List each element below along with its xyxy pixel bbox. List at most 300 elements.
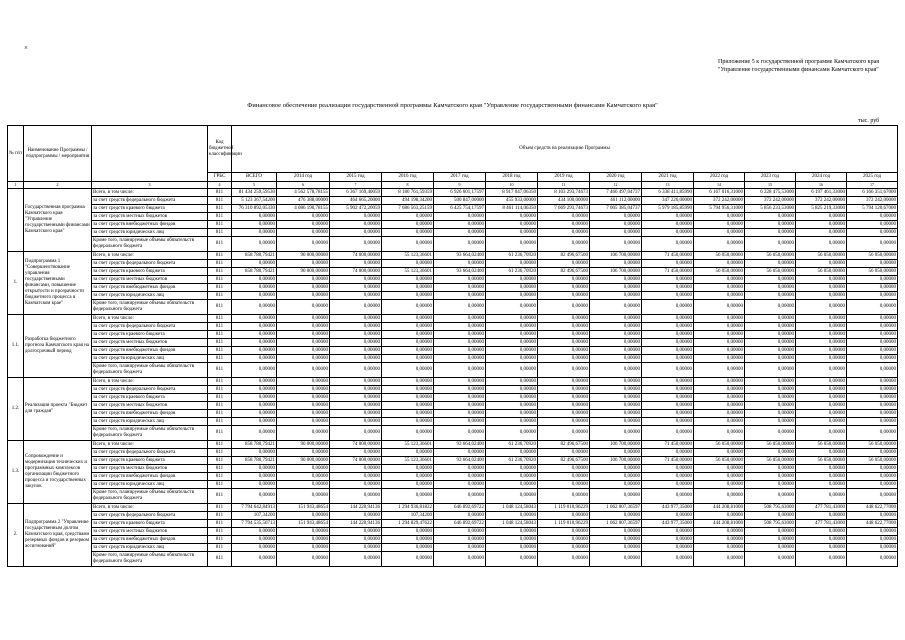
amount-cell: 0,00000 [277, 363, 330, 378]
amount-cell: 0,00000 [434, 300, 486, 315]
amount-cell: 0,00000 [745, 323, 796, 331]
amount-cell: 0,00000 [434, 426, 486, 441]
amount-cell: 56 050,00000 [745, 252, 796, 260]
amount-cell: 0,00000 [232, 355, 277, 363]
table-row [8, 378, 898, 386]
amount-cell: 0,00000 [694, 315, 745, 323]
amount-cell: 0,00000 [486, 378, 538, 386]
amount-cell: 0,00000 [538, 213, 590, 221]
amount-cell: 0,00000 [382, 260, 434, 268]
amount-cell: 144 220,94136 [330, 504, 382, 512]
amount-cell: 0,00000 [330, 489, 382, 504]
amount-cell: 0,00000 [538, 449, 590, 457]
funding-source: за счет средств федерального бюджета [92, 386, 208, 394]
amount-cell: 6 197 461,33000 [796, 189, 847, 197]
amount-cell: 0,00000 [232, 544, 277, 552]
amount-cell: 0,00000 [847, 449, 898, 457]
amount-cell: 0,00000 [232, 394, 277, 402]
amount-cell: 0,00000 [277, 410, 330, 418]
amount-cell: 0,00000 [382, 221, 434, 229]
funding-source: Всего, в том числе: [92, 441, 208, 449]
amount-cell: 0,00000 [382, 229, 434, 237]
amount-cell: 0,00000 [330, 363, 382, 378]
amount-cell: 0,00000 [847, 323, 898, 331]
amount-cell: 0,00000 [745, 229, 796, 237]
amount-cell: 0,00000 [486, 284, 538, 292]
amount-cell: 0,00000 [277, 512, 330, 520]
amount-cell: 0,00000 [434, 449, 486, 457]
header-index: 16 [796, 182, 847, 189]
amount-cell: 0,00000 [277, 426, 330, 441]
grbs-code: 811 [208, 300, 232, 315]
amount-cell: 0,00000 [434, 347, 486, 355]
amount-cell: 1 062 007,36597 [590, 504, 642, 512]
header-index: 13 [642, 182, 694, 189]
amount-cell: 0,00000 [745, 536, 796, 544]
grbs-code: 811 [208, 252, 232, 260]
amount-cell: 0,00000 [538, 339, 590, 347]
amount-cell: 0,00000 [796, 315, 847, 323]
amount-cell: 5 794 956,31000 [694, 205, 745, 213]
amount-cell: 0,00000 [330, 284, 382, 292]
amount-cell: 0,00000 [382, 544, 434, 552]
amount-cell: 0,00000 [745, 473, 796, 481]
amount-cell: 0,00000 [434, 276, 486, 284]
table-row [8, 237, 898, 252]
amount-cell: 55 123,36601 [382, 441, 434, 449]
funding-source: за счет средств местных бюджетов [92, 528, 208, 536]
amount-cell: 0,00000 [745, 331, 796, 339]
amount-cell: 0,00000 [277, 229, 330, 237]
amount-cell: 0,00000 [796, 213, 847, 221]
amount-cell: 0,00000 [694, 339, 745, 347]
amount-cell: 0,00000 [538, 410, 590, 418]
amount-cell: 0,00000 [538, 465, 590, 473]
funding-source: Кроме того, планируемые объемы обязательств федерального бюджета [92, 426, 208, 441]
amount-cell: 0,00000 [382, 552, 434, 567]
funding-source: за счет средств местных бюджетов [92, 339, 208, 347]
amount-cell: 0,00000 [277, 536, 330, 544]
amount-cell: 0,00000 [232, 528, 277, 536]
amount-cell: 0,00000 [745, 418, 796, 426]
amount-cell: 0,00000 [590, 512, 642, 520]
amount-cell: 0,00000 [486, 489, 538, 504]
amount-cell: 0,00000 [745, 284, 796, 292]
header-index: 9 [434, 182, 486, 189]
amount-cell: 0,00000 [745, 363, 796, 378]
amount-cell: 0,00000 [694, 473, 745, 481]
amount-cell: 4 562 578,78155 [277, 189, 330, 197]
header-year: 2024 год [796, 173, 847, 182]
program-name: Подпрограмма 1 "Совершенствование управления государственными финансами, повышение открытости и прозрачности бюджетного процесса в Камчатском крае" [24, 252, 92, 315]
amount-cell: 55 123,36601 [382, 457, 434, 465]
amount-cell: 0,00000 [694, 260, 745, 268]
amount-cell: 106 700,00000 [590, 457, 642, 465]
amount-cell: 0,00000 [538, 536, 590, 544]
header-year: 2019 год [538, 173, 590, 182]
amount-cell: 0,00000 [796, 355, 847, 363]
amount-cell: 0,00000 [277, 260, 330, 268]
amount-cell: 443 977,35000 [642, 520, 694, 528]
amount-cell: 0,00000 [590, 552, 642, 567]
amount-cell: 0,00000 [538, 276, 590, 284]
amount-cell: 0,00000 [694, 410, 745, 418]
funding-source: за счет средств юридических лиц [92, 355, 208, 363]
amount-cell: 0,00000 [434, 323, 486, 331]
table-row [8, 284, 898, 292]
amount-cell: 0,00000 [847, 512, 898, 520]
amount-cell: 5 794 120,67000 [847, 205, 898, 213]
table-row [8, 473, 898, 481]
amount-cell: 0,00000 [232, 410, 277, 418]
amount-cell: 0,00000 [277, 465, 330, 473]
amount-cell: 0,00000 [382, 331, 434, 339]
funding-source: за счет средств местных бюджетов [92, 402, 208, 410]
amount-cell: 82 496,67500 [538, 252, 590, 260]
amount-cell: 0,00000 [538, 284, 590, 292]
funding-source: за счет средств краевого бюджета [92, 520, 208, 528]
amount-cell: 0,00000 [796, 402, 847, 410]
amount-cell: 55 123,36601 [382, 268, 434, 276]
grbs-code: 811 [208, 260, 232, 268]
amount-cell: 0,00000 [382, 410, 434, 418]
grbs-code: 811 [208, 276, 232, 284]
amount-cell: 0,00000 [642, 481, 694, 489]
grbs-code: 811 [208, 465, 232, 473]
table-row [8, 394, 898, 402]
table-row [8, 520, 898, 528]
program-name: Подпрограмма 2 "Управление государственным долгом Камчатского края, средствами резервных фондов и резервом ассигнований" [24, 504, 92, 567]
header-year: 2017 год [434, 173, 486, 182]
amount-cell: 0,00000 [642, 284, 694, 292]
amount-cell: 74 000,00000 [330, 441, 382, 449]
amount-cell: 0,00000 [232, 552, 277, 567]
table-row [8, 426, 898, 441]
amount-cell: 0,00000 [538, 481, 590, 489]
funding-source: за счет средств внебюджетных фондов [92, 473, 208, 481]
amount-cell: 0,00000 [538, 418, 590, 426]
amount-cell: 0,00000 [796, 465, 847, 473]
amount-cell: 0,00000 [486, 473, 538, 481]
amount-cell: 0,00000 [847, 528, 898, 536]
amount-cell: 8 917 047,06350 [486, 189, 538, 197]
funding-table [7, 125, 898, 567]
amount-cell: 0,00000 [486, 528, 538, 536]
amount-cell: 0,00000 [745, 426, 796, 441]
amount-cell: 0,00000 [642, 426, 694, 441]
amount-cell: 0,00000 [277, 528, 330, 536]
amount-cell: 0,00000 [745, 449, 796, 457]
amount-cell: 0,00000 [590, 323, 642, 331]
amount-cell: 0,00000 [330, 276, 382, 284]
amount-cell: 0,00000 [232, 363, 277, 378]
amount-cell: 646 892,69722 [434, 520, 486, 528]
amount-cell: 1 119 010,96229 [538, 504, 590, 512]
amount-cell: 0,00000 [382, 489, 434, 504]
amount-cell: 646 892,69722 [434, 504, 486, 512]
amount-cell: 455 933,00000 [486, 197, 538, 205]
amount-cell: 0,00000 [330, 292, 382, 300]
amount-cell: 151 943,48654 [277, 504, 330, 512]
grbs-code: 811 [208, 197, 232, 205]
amount-cell: 0,00000 [694, 552, 745, 567]
amount-cell: 0,00000 [277, 481, 330, 489]
amount-cell: 0,00000 [642, 339, 694, 347]
amount-cell: 434 100,00000 [538, 197, 590, 205]
amount-cell: 0,00000 [330, 339, 382, 347]
amount-cell: 90 000,00000 [277, 457, 330, 465]
amount-cell: 0,00000 [796, 237, 847, 252]
funding-source: за счет средств краевого бюджета [92, 394, 208, 402]
amount-cell: 0,00000 [694, 386, 745, 394]
amount-cell: 93 664,02400 [434, 457, 486, 465]
amount-cell: 0,00000 [694, 237, 745, 252]
amount-cell: 0,00000 [642, 300, 694, 315]
amount-cell: 0,00000 [382, 473, 434, 481]
amount-cell: 0,00000 [796, 410, 847, 418]
amount-cell: 372 242,00000 [847, 197, 898, 205]
amount-cell: 0,00000 [277, 552, 330, 567]
amount-cell: 0,00000 [590, 300, 642, 315]
amount-cell: 0,00000 [642, 418, 694, 426]
table-row [8, 410, 898, 418]
amount-cell: 74 000,00000 [330, 268, 382, 276]
funding-source: за счет средств федерального бюджета [92, 197, 208, 205]
amount-cell: 71 450,00000 [642, 252, 694, 260]
amount-cell: 0,00000 [642, 528, 694, 536]
grbs-code: 811 [208, 331, 232, 339]
amount-cell: 0,00000 [330, 528, 382, 536]
amount-cell: 0,00000 [538, 347, 590, 355]
funding-source: за счет средств местных бюджетов [92, 276, 208, 284]
amount-cell: 0,00000 [434, 339, 486, 347]
amount-cell: 0,00000 [847, 213, 898, 221]
amount-cell: 0,00000 [232, 481, 277, 489]
grbs-code: 811 [208, 189, 232, 197]
funding-source: за счет средств местных бюджетов [92, 213, 208, 221]
program-name: Государственная программа Камчатского края "Управление государственными финансами Камчатского края" [24, 189, 92, 252]
amount-cell: 74 000,00000 [330, 252, 382, 260]
amount-cell: 477 781,43000 [796, 520, 847, 528]
grbs-code: 811 [208, 512, 232, 520]
amount-cell: 0,00000 [796, 386, 847, 394]
amount-cell: 0,00000 [486, 449, 538, 457]
grbs-code: 811 [208, 544, 232, 552]
amount-cell: 0,00000 [382, 394, 434, 402]
table-row [8, 402, 898, 410]
amount-cell: 90 000,00000 [277, 268, 330, 276]
amount-cell: 5 979 185,85990 [642, 205, 694, 213]
amount-cell: 61 236,70920 [486, 441, 538, 449]
amount-cell: 0,00000 [847, 473, 898, 481]
amount-cell: 0,00000 [486, 339, 538, 347]
grbs-code: 811 [208, 355, 232, 363]
amount-cell: 5 123 367,54200 [232, 197, 277, 205]
amount-cell: 0,00000 [382, 481, 434, 489]
amount-cell: 0,00000 [590, 394, 642, 402]
table-row [8, 189, 898, 197]
amount-cell: 0,00000 [590, 221, 642, 229]
amount-cell: 444 208,81000 [694, 504, 745, 512]
amount-cell: 0,00000 [330, 394, 382, 402]
amount-cell: 0,00000 [796, 481, 847, 489]
amount-cell: 0,00000 [590, 229, 642, 237]
amount-cell: 0,00000 [796, 473, 847, 481]
amount-cell: 0,00000 [538, 363, 590, 378]
amount-cell: 0,00000 [694, 512, 745, 520]
amount-cell: 0,00000 [590, 465, 642, 473]
amount-cell: 0,00000 [590, 237, 642, 252]
header-grbs: ГРБС [208, 173, 232, 182]
header-num: № п/п [8, 126, 24, 182]
amount-cell: 0,00000 [538, 221, 590, 229]
amount-cell: 0,00000 [330, 512, 382, 520]
amount-cell: 0,00000 [538, 378, 590, 386]
amount-cell: 0,00000 [330, 229, 382, 237]
amount-cell: 6 228 475,53000 [745, 189, 796, 197]
amount-cell: 0,00000 [232, 418, 277, 426]
amount-cell: 0,00000 [847, 237, 898, 252]
amount-cell: 0,00000 [847, 347, 898, 355]
amount-cell: 0,00000 [486, 465, 538, 473]
amount-cell: 0,00000 [590, 355, 642, 363]
amount-cell: 0,00000 [745, 386, 796, 394]
table-row [8, 544, 898, 552]
grbs-code: 811 [208, 339, 232, 347]
amount-cell: 61 236,70920 [486, 457, 538, 465]
amount-cell: 500 847,00000 [434, 197, 486, 205]
amount-cell: 0,00000 [745, 481, 796, 489]
amount-cell: 0,00000 [382, 465, 434, 473]
amount-cell: 0,00000 [382, 284, 434, 292]
amount-cell: 0,00000 [745, 237, 796, 252]
funding-source: Всего, в том числе: [92, 378, 208, 386]
table-row [8, 355, 898, 363]
table-row [8, 268, 898, 276]
amount-cell: 93 664,02400 [434, 268, 486, 276]
amount-cell: 0,00000 [847, 315, 898, 323]
header-year: 2022 год [694, 173, 745, 182]
grbs-code: 811 [208, 457, 232, 465]
amount-cell: 0,00000 [382, 237, 434, 252]
table-row [8, 512, 898, 520]
amount-cell: 0,00000 [330, 300, 382, 315]
table-row [8, 315, 898, 323]
funding-source: за счет средств внебюджетных фондов [92, 347, 208, 355]
amount-cell: 0,00000 [277, 355, 330, 363]
amount-cell: 0,00000 [330, 378, 382, 386]
amount-cell: 0,00000 [277, 449, 330, 457]
amount-cell: 0,00000 [694, 489, 745, 504]
amount-cell: 0,00000 [847, 300, 898, 315]
amount-cell: 106 700,00000 [590, 441, 642, 449]
table-row [8, 331, 898, 339]
amount-cell: 0,00000 [847, 284, 898, 292]
amount-cell: 0,00000 [277, 323, 330, 331]
amount-cell: 0,00000 [694, 394, 745, 402]
amount-cell: 476 388,00000 [277, 197, 330, 205]
amount-cell: 0,00000 [694, 323, 745, 331]
amount-cell: 0,00000 [642, 229, 694, 237]
amount-cell: 0,00000 [745, 213, 796, 221]
amount-cell: 0,00000 [486, 552, 538, 567]
amount-cell: 0,00000 [277, 339, 330, 347]
amount-cell: 0,00000 [486, 229, 538, 237]
amount-cell: 7 005 385,04737 [590, 205, 642, 213]
amount-cell: 0,00000 [796, 489, 847, 504]
header-index: 3 [92, 182, 208, 189]
funding-source: за счет средств юридических лиц [92, 229, 208, 237]
amount-cell: 0,00000 [745, 552, 796, 567]
amount-cell: 0,00000 [847, 331, 898, 339]
amount-cell: 0,00000 [847, 489, 898, 504]
amount-cell: 0,00000 [330, 237, 382, 252]
amount-cell: 1 062 007,36597 [590, 520, 642, 528]
amount-cell: 0,00000 [382, 315, 434, 323]
amount-cell: 0,00000 [694, 426, 745, 441]
amount-cell: 0,00000 [796, 221, 847, 229]
amount-cell: 0,00000 [796, 544, 847, 552]
amount-cell: 0,00000 [590, 544, 642, 552]
amount-cell: 0,00000 [434, 331, 486, 339]
amount-cell: 6 367 169,40059 [330, 189, 382, 197]
amount-cell: 0,00000 [538, 473, 590, 481]
grbs-code: 811 [208, 213, 232, 221]
amount-cell: 0,00000 [847, 229, 898, 237]
amount-cell: 0,00000 [434, 363, 486, 378]
amount-cell: 0,00000 [330, 213, 382, 221]
funding-source: за счет средств внебюджетных фондов [92, 221, 208, 229]
amount-cell: 0,00000 [694, 536, 745, 544]
amount-cell: 1 294 936,81822 [382, 504, 434, 512]
amount-cell: 5 825 219,33000 [796, 205, 847, 213]
amount-cell: 6 166 351,67000 [847, 189, 898, 197]
amount-cell: 0,00000 [642, 410, 694, 418]
grbs-code: 811 [208, 552, 232, 567]
amount-cell: 56 050,00000 [745, 268, 796, 276]
amount-cell: 0,00000 [642, 473, 694, 481]
amount-cell: 7 794 642,84913 [232, 504, 277, 512]
header-code: Код бюджетной классификации [208, 126, 232, 173]
amount-cell: 494 198,34200 [382, 197, 434, 205]
amount-cell: 0,00000 [694, 213, 745, 221]
header-year: 2016 год [382, 173, 434, 182]
funding-source: Кроме того, планируемые объемы обязательств федерального бюджета [92, 552, 208, 567]
amount-cell: 7 686 563,25159 [382, 205, 434, 213]
amount-cell: 0,00000 [745, 394, 796, 402]
amount-cell: 0,00000 [590, 260, 642, 268]
amount-cell: 0,00000 [847, 221, 898, 229]
amount-cell: 0,00000 [590, 528, 642, 536]
amount-cell: 0,00000 [694, 378, 745, 386]
amount-cell: 0,00000 [538, 426, 590, 441]
amount-cell: 0,00000 [745, 221, 796, 229]
amount-cell: 0,00000 [277, 378, 330, 386]
amount-cell: 0,00000 [590, 386, 642, 394]
funding-source: Кроме того, планируемые объемы обязательств федерального бюджета [92, 300, 208, 315]
amount-cell: 0,00000 [277, 402, 330, 410]
amount-cell: 0,00000 [642, 394, 694, 402]
amount-cell: 0,00000 [382, 355, 434, 363]
header-index: 15 [745, 182, 796, 189]
amount-cell: 0,00000 [486, 363, 538, 378]
amount-cell: 0,00000 [847, 386, 898, 394]
amount-cell: 461 112,00000 [590, 197, 642, 205]
amount-cell: 0,00000 [538, 489, 590, 504]
row-number: 1.3. [8, 441, 24, 504]
header-index: 12 [590, 182, 642, 189]
amount-cell: 0,00000 [382, 426, 434, 441]
